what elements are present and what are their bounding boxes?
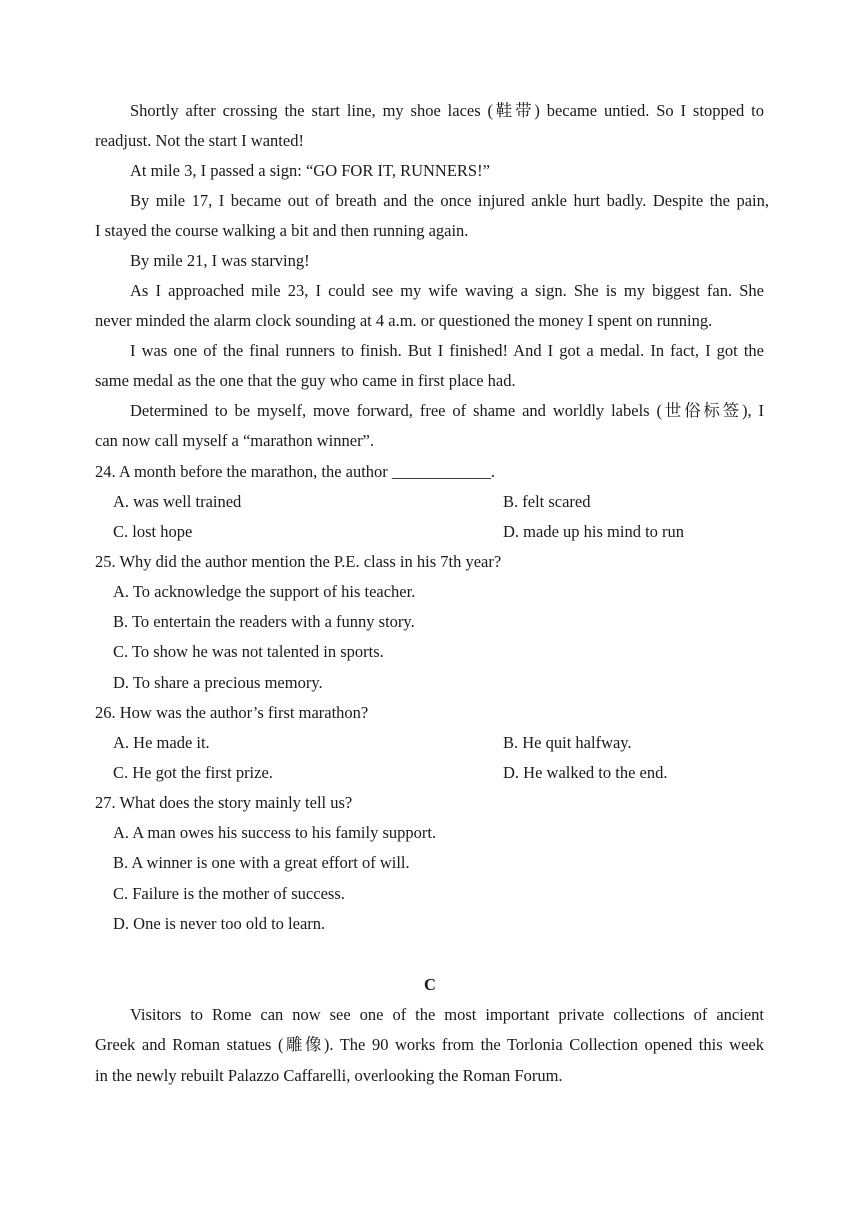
question-option: A. He made it. <box>113 733 210 752</box>
question-option: A. was well trained <box>113 492 242 511</box>
passage-line: Greek and Roman statues (雕像). The 90 works from the Torlonia Collection opened this week <box>95 1035 764 1054</box>
question-option: B. To entertain the readers with a funny story. <box>113 612 415 631</box>
question-stem: 24. A month before the marathon, the author ____________. <box>95 462 496 481</box>
question-stem: 25. Why did the author mention the P.E. class in his 7th year? <box>95 552 502 571</box>
passage-line: I stayed the course walking a bit and then running again. <box>95 221 469 240</box>
passage-line: By mile 17, I became out of breath and the once injured ankle hurt badly. Despite the pain, <box>130 191 769 210</box>
question-option: D. He walked to the end. <box>503 763 668 782</box>
passage-line: can now call myself a “marathon winner”. <box>95 431 375 450</box>
passage-line: in the newly rebuilt Palazzo Caffarelli, overlooking the Roman Forum. <box>95 1066 563 1085</box>
question-option: D. To share a precious memory. <box>113 673 323 692</box>
question-option: D. One is never too old to learn. <box>113 914 326 933</box>
passage-line: readjust. Not the start I wanted! <box>95 131 304 150</box>
question-option: B. A winner is one with a great effort of will. <box>113 853 410 872</box>
question-option: C. Failure is the mother of success. <box>113 884 345 903</box>
question-option: D. made up his mind to run <box>503 522 685 541</box>
passage-line: By mile 21, I was starving! <box>130 251 310 270</box>
section-heading: C <box>424 975 436 994</box>
passage-line: Shortly after crossing the start line, my shoe laces (鞋带) became untied. So I stopped to <box>130 101 764 120</box>
question-stem: 27. What does the story mainly tell us? <box>95 793 353 812</box>
question-option: B. He quit halfway. <box>503 733 632 752</box>
question-option: A. To acknowledge the support of his teacher. <box>113 582 416 601</box>
question-option: A. A man owes his success to his family support. <box>113 823 437 842</box>
passage-line: Visitors to Rome can now see one of the most important private collections of ancient <box>130 1005 764 1024</box>
passage-line: same medal as the one that the guy who came in first place had. <box>95 371 516 390</box>
passage-line: never minded the alarm clock sounding at 4 a.m. or questioned the money I spent on running. <box>95 311 713 330</box>
question-option: B. felt scared <box>503 492 591 511</box>
passage-line: I was one of the final runners to finish. But I finished! And I got a medal. In fact, I got the <box>130 341 764 360</box>
passage-line: As I approached mile 23, I could see my wife waving a sign. She is my biggest fan. She <box>130 281 764 300</box>
passage-line: At mile 3, I passed a sign: “GO FOR IT, RUNNERS!” <box>130 161 490 180</box>
question-option: C. lost hope <box>113 522 193 541</box>
passage-line: Determined to be myself, move forward, free of shame and worldly labels (世俗标签), I <box>130 401 764 420</box>
question-option: C. To show he was not talented in sports. <box>113 642 384 661</box>
question-stem: 26. How was the author’s first marathon? <box>95 703 369 722</box>
question-option: C. He got the first prize. <box>113 763 273 782</box>
